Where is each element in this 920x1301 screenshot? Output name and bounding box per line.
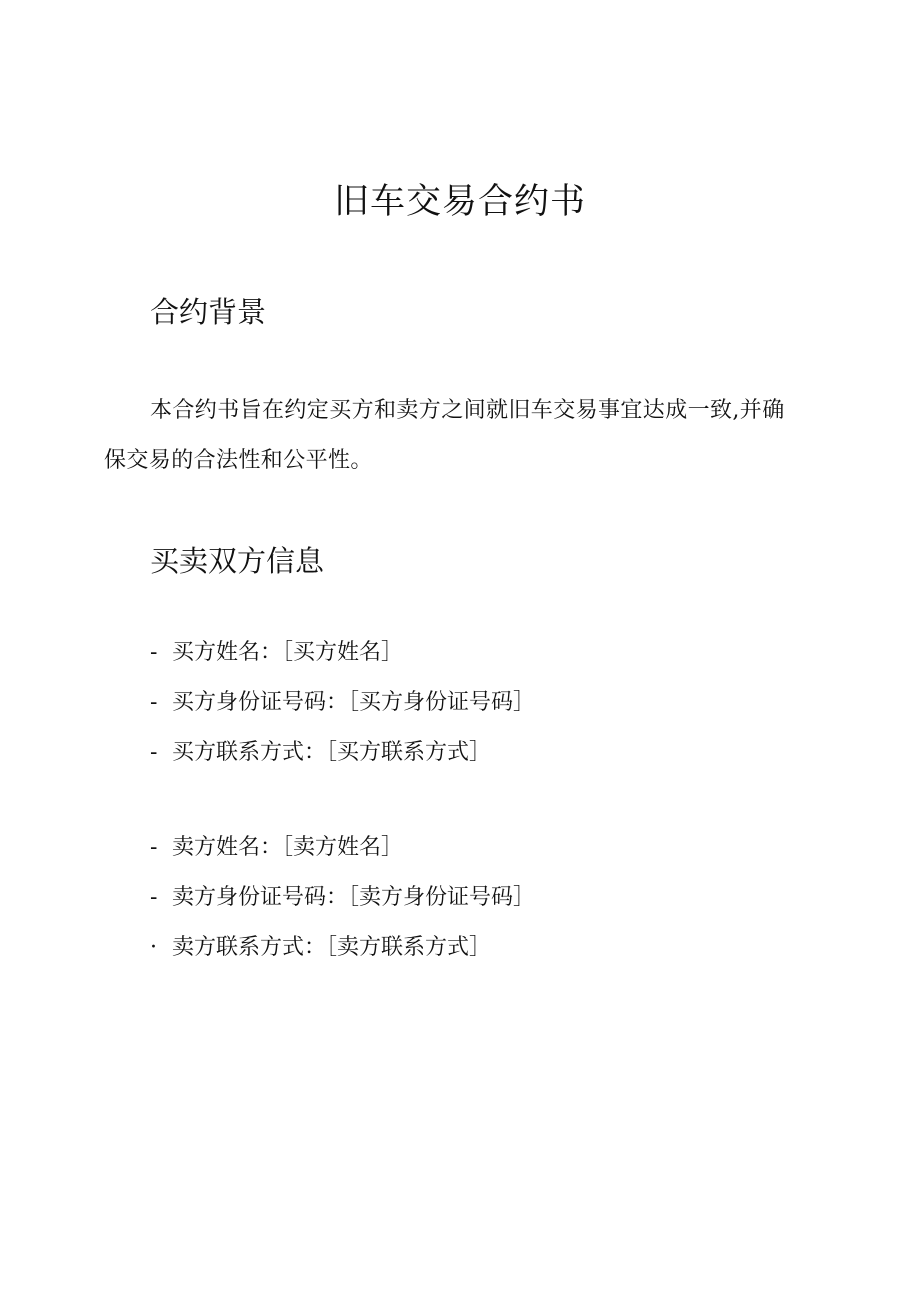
list-item-buyer-contact	[150, 728, 535, 778]
list-marker: ·	[150, 935, 157, 960]
placeholder-value: ［卖方联系方式］	[326, 935, 492, 960]
list-marker: -	[150, 835, 158, 860]
section-heading-parties: 买卖双方信息	[150, 544, 325, 578]
placeholder-value: ［买方联系方式］	[326, 740, 492, 765]
list-item-buyer-name	[150, 628, 535, 678]
placeholder-value: ［卖方姓名］	[282, 835, 404, 860]
section-heading-background: 合约背景	[150, 295, 267, 329]
field-label: 卖方联系方式：	[172, 935, 327, 960]
list-marker: -	[150, 690, 158, 715]
placeholder-value: ［卖方身份证号码］	[348, 885, 536, 910]
seller-info-list	[150, 823, 535, 973]
field-label: 卖方姓名：	[172, 835, 283, 860]
background-paragraph: 本合约书旨在约定买方和卖方之间就旧车交易事宜达成一致,并确保交易的合法性和公平性。	[104, 398, 785, 473]
list-item-seller-id	[150, 873, 535, 923]
document-title: 旧车交易合约书	[333, 182, 586, 222]
field-label: 买方姓名：	[172, 640, 283, 665]
field-label: 买方身份证号码：	[172, 690, 349, 715]
list-item-buyer-id	[150, 678, 535, 728]
field-label: 买方联系方式：	[172, 740, 327, 765]
placeholder-value: ［买方姓名］	[282, 640, 404, 665]
list-marker: -	[150, 885, 158, 910]
field-label: 卖方身份证号码：	[172, 885, 349, 910]
list-marker: -	[150, 740, 158, 765]
buyer-info-list	[150, 628, 535, 778]
list-item-seller-name	[150, 823, 535, 873]
placeholder-value: ［买方身份证号码］	[348, 690, 536, 715]
list-marker: -	[150, 640, 158, 665]
list-item-seller-contact	[150, 923, 535, 973]
